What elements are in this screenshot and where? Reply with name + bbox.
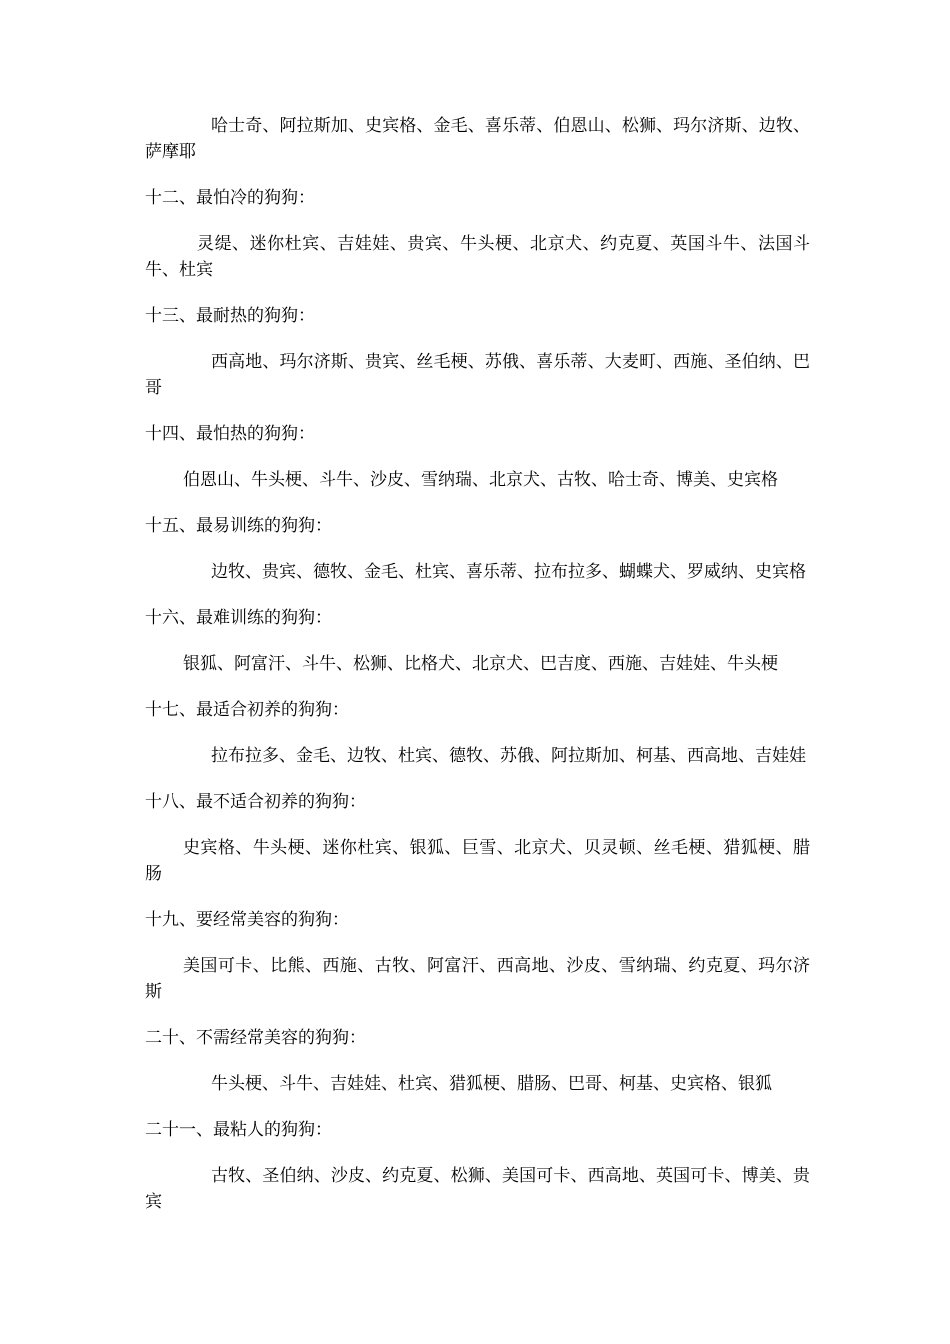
heading-twenty-one: 二十一、最粘人的狗狗： [145,1120,332,1140]
paragraph-heat-sensitive-list: 伯恩山、牛头梗、斗牛、沙皮、雪纳瑞、北京犬、古牧、哈士奇、博美、史宾格 [183,470,778,490]
heading-sixteen: 十六、最难训练的狗狗： [145,608,332,628]
paragraph-hard-train-list: 银狐、阿富汗、斗牛、松狮、比格犬、北京犬、巴吉度、西施、吉娃娃、牛头梗 [183,654,778,674]
paragraph-cold-sensitive-list: 灵缇、迷你杜宾、吉娃娃、贵宾、牛头梗、北京犬、约克夏、英国斗牛、法国斗牛、杜宾 [145,234,810,280]
heading-twelve: 十二、最怕冷的狗狗： [145,188,315,208]
heading-thirteen: 十三、最耐热的狗狗： [145,306,315,326]
paragraph-heat-tolerant-list: 西高地、玛尔济斯、贵宾、丝毛梗、苏俄、喜乐蒂、大麦町、西施、圣伯纳、巴哥 [145,352,810,398]
paragraph-clingy-list: 古牧、圣伯纳、沙皮、约克夏、松狮、美国可卡、西高地、英国可卡、博美、贵宾 [145,1166,810,1212]
heading-eighteen: 十八、最不适合初养的狗狗： [145,792,366,812]
paragraph-low-grooming-list: 牛头梗、斗牛、吉娃娃、杜宾、猎狐梗、腊肠、巴哥、柯基、史宾格、银狐 [211,1074,772,1094]
heading-nineteen: 十九、要经常美容的狗狗： [145,910,349,930]
heading-fourteen: 十四、最怕热的狗狗： [145,424,315,444]
heading-twenty: 二十、不需经常美容的狗狗： [145,1028,366,1048]
paragraph-not-beginner-list: 史宾格、牛头梗、迷你杜宾、银狐、巨雪、北京犬、贝灵顿、丝毛梗、猎狐梗、腊肠 [145,838,810,884]
heading-seventeen: 十七、最适合初养的狗狗： [145,700,349,720]
document-body [145,113,810,1235]
paragraph-cold-tolerant-list: 哈士奇、阿拉斯加、史宾格、金毛、喜乐蒂、伯恩山、松狮、玛尔济斯、边牧、萨摩耶 [145,116,810,162]
paragraph-beginner-list: 拉布拉多、金毛、边牧、杜宾、德牧、苏俄、阿拉斯加、柯基、西高地、吉娃娃 [211,746,806,766]
heading-fifteen: 十五、最易训练的狗狗： [145,516,332,536]
paragraph-easy-train-list: 边牧、贵宾、德牧、金毛、杜宾、喜乐蒂、拉布拉多、蝴蝶犬、罗威纳、史宾格 [211,562,806,582]
paragraph-grooming-list: 美国可卡、比熊、西施、古牧、阿富汗、西高地、沙皮、雪纳瑞、约克夏、玛尔济斯 [145,956,810,1002]
